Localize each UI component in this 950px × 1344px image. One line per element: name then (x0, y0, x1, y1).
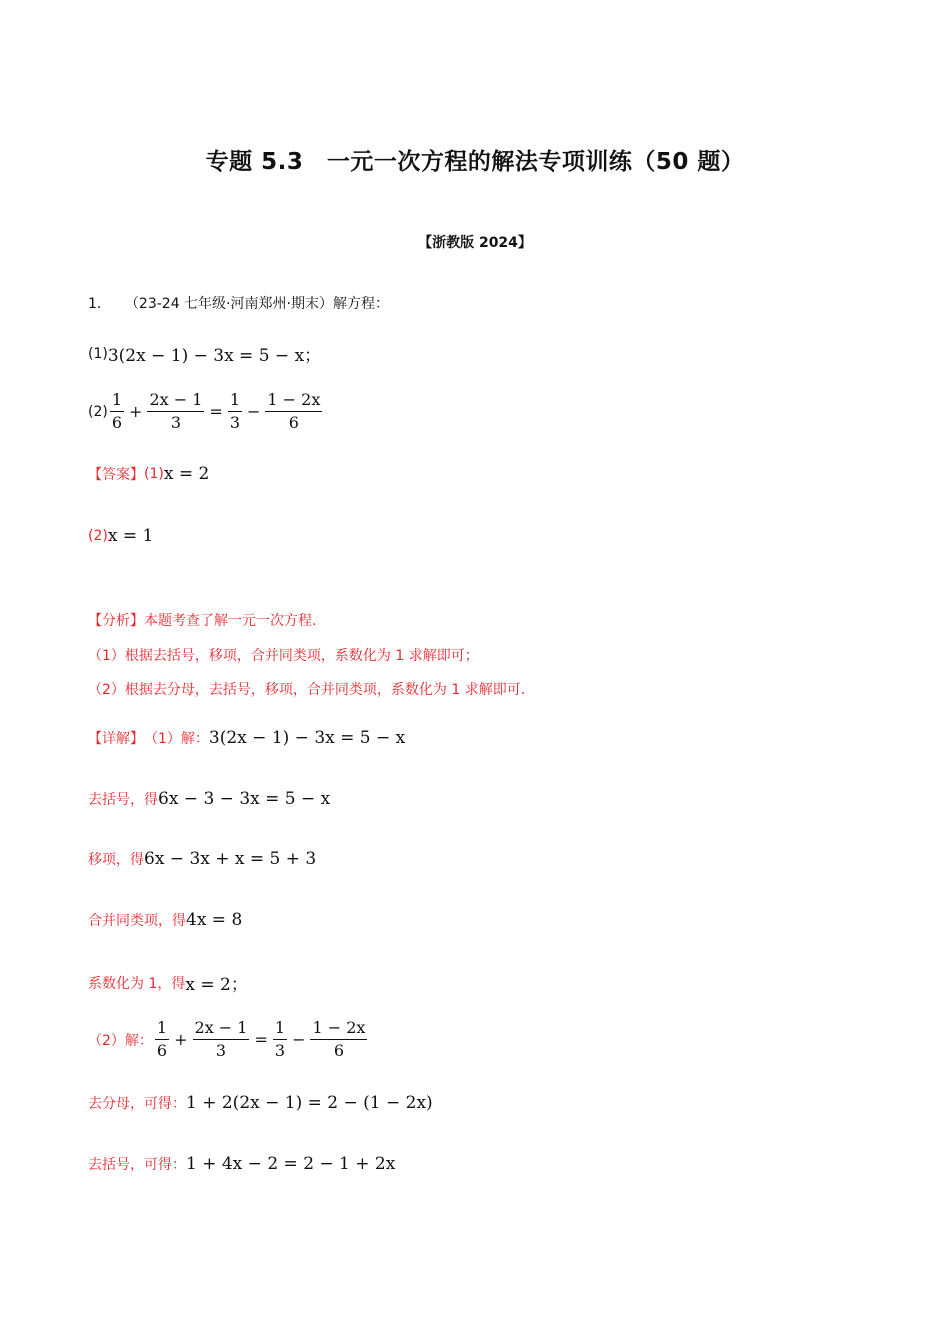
fraction (155, 1018, 169, 1061)
detail-step-text: 去分母，可得： (88, 1096, 186, 1112)
operator: = (254, 1030, 268, 1049)
analysis-intro (88, 610, 316, 630)
detail-step (88, 1093, 433, 1113)
fraction-denominator: 6 (333, 1041, 345, 1060)
edition-label: 【浙教版 2024】 (418, 235, 532, 251)
operator: + (129, 402, 143, 421)
fraction (310, 1018, 367, 1061)
detail-step (88, 1154, 395, 1174)
detail-step-text: 去括号，得 (88, 792, 158, 808)
fraction-denominator: 3 (274, 1041, 286, 1060)
question-part2 (88, 390, 324, 433)
detail-step (88, 910, 242, 930)
detail-step-equation: 4x = 8 (186, 910, 243, 930)
question-part1-equation: 3(2x − 1) − 3x = 5 − x； (107, 346, 322, 366)
detail-step-text: 去括号，可得： (88, 1157, 186, 1173)
detail-step-equation: 1 + 4x − 2 = 2 − 1 + 2x (186, 1154, 396, 1174)
fraction-denominator: 6 (156, 1041, 168, 1060)
detail-step-text: 系数化为 1，得 (88, 975, 186, 992)
detail-step (88, 849, 316, 869)
answer-part1-label: (1) (144, 466, 164, 482)
analysis-step2: （2）根据去分母，去括号，移项，合并同类项，系数化为 1 求解即可. (88, 682, 526, 698)
detail-part1-intro (88, 728, 405, 748)
fraction (273, 1018, 287, 1061)
fraction-numerator: 1 − 2x (310, 1018, 367, 1040)
answer-part2 (88, 526, 153, 546)
detail-part2-intro (88, 1018, 369, 1061)
fraction (110, 390, 124, 433)
detail-part1-intro-text: （1）解： (144, 731, 209, 747)
answer-part2-label: (2) (88, 528, 108, 544)
fraction-numerator: 2x − 1 (147, 390, 204, 412)
fraction-numerator: 1 (273, 1018, 287, 1040)
detail-step-equation: 6x − 3x + x = 5 + 3 (144, 849, 317, 869)
analysis-step1: （1）根据去括号，移项，合并同类项，系数化为 1 求解即可； (88, 648, 479, 664)
detail-step (88, 789, 330, 809)
answer-label: 【答案】 (88, 467, 144, 483)
operator: + (174, 1030, 188, 1049)
question-part2-label: (2) (88, 403, 108, 420)
operator: = (209, 402, 223, 421)
fraction (147, 390, 204, 433)
operator: − (247, 402, 261, 421)
detail-step-equation: 6x − 3 − 3x = 5 − x (158, 789, 331, 809)
detail-step-text: 移项，得 (88, 852, 144, 868)
question-number: 1． (88, 296, 111, 312)
fraction-numerator: 1 (228, 390, 242, 412)
question-part1 (88, 341, 321, 366)
question-source: （23-24 七年级·河南郑州·期末）解方程： (124, 296, 389, 312)
analysis-label: 【分析】 (88, 613, 144, 629)
answer-part1-value: x = 2 (163, 464, 210, 484)
detail-step-equation: 1 + 2(2x − 1) = 2 − (1 − 2x) (186, 1093, 433, 1113)
fraction-numerator: 2x − 1 (193, 1018, 250, 1040)
fraction-denominator: 6 (111, 413, 123, 432)
detail-step (88, 970, 248, 995)
detail-step-equation: x = 2； (185, 975, 248, 995)
fraction (265, 390, 322, 433)
fraction (193, 1018, 250, 1061)
detail-part1-equation: 3(2x − 1) − 3x = 5 − x (208, 728, 406, 748)
answer-part2-value: x = 1 (107, 526, 154, 546)
answer-part1 (88, 464, 209, 484)
fraction-numerator: 1 (110, 390, 124, 412)
fraction-denominator: 3 (170, 413, 182, 432)
fraction-denominator: 6 (288, 413, 299, 432)
fraction-numerator: 1 − 2x (265, 390, 322, 412)
fraction-denominator: 3 (229, 413, 240, 432)
detail-step-text: 合并同类项，得 (88, 913, 186, 929)
fraction (228, 390, 242, 433)
operator: − (292, 1030, 306, 1049)
detail-label: 【详解】 (88, 731, 144, 747)
fraction-denominator: 3 (215, 1041, 227, 1060)
page-title: 专题 5.3 一元一次方程的解法专项训练（50 题） (205, 149, 745, 175)
detail-part2-intro-text: （2）解： (88, 1032, 153, 1049)
fraction-numerator: 1 (155, 1018, 169, 1040)
analysis-text: 本题考查了解一元一次方程. (144, 613, 317, 629)
question-part1-label: (1) (88, 345, 108, 362)
question-header (88, 293, 389, 313)
